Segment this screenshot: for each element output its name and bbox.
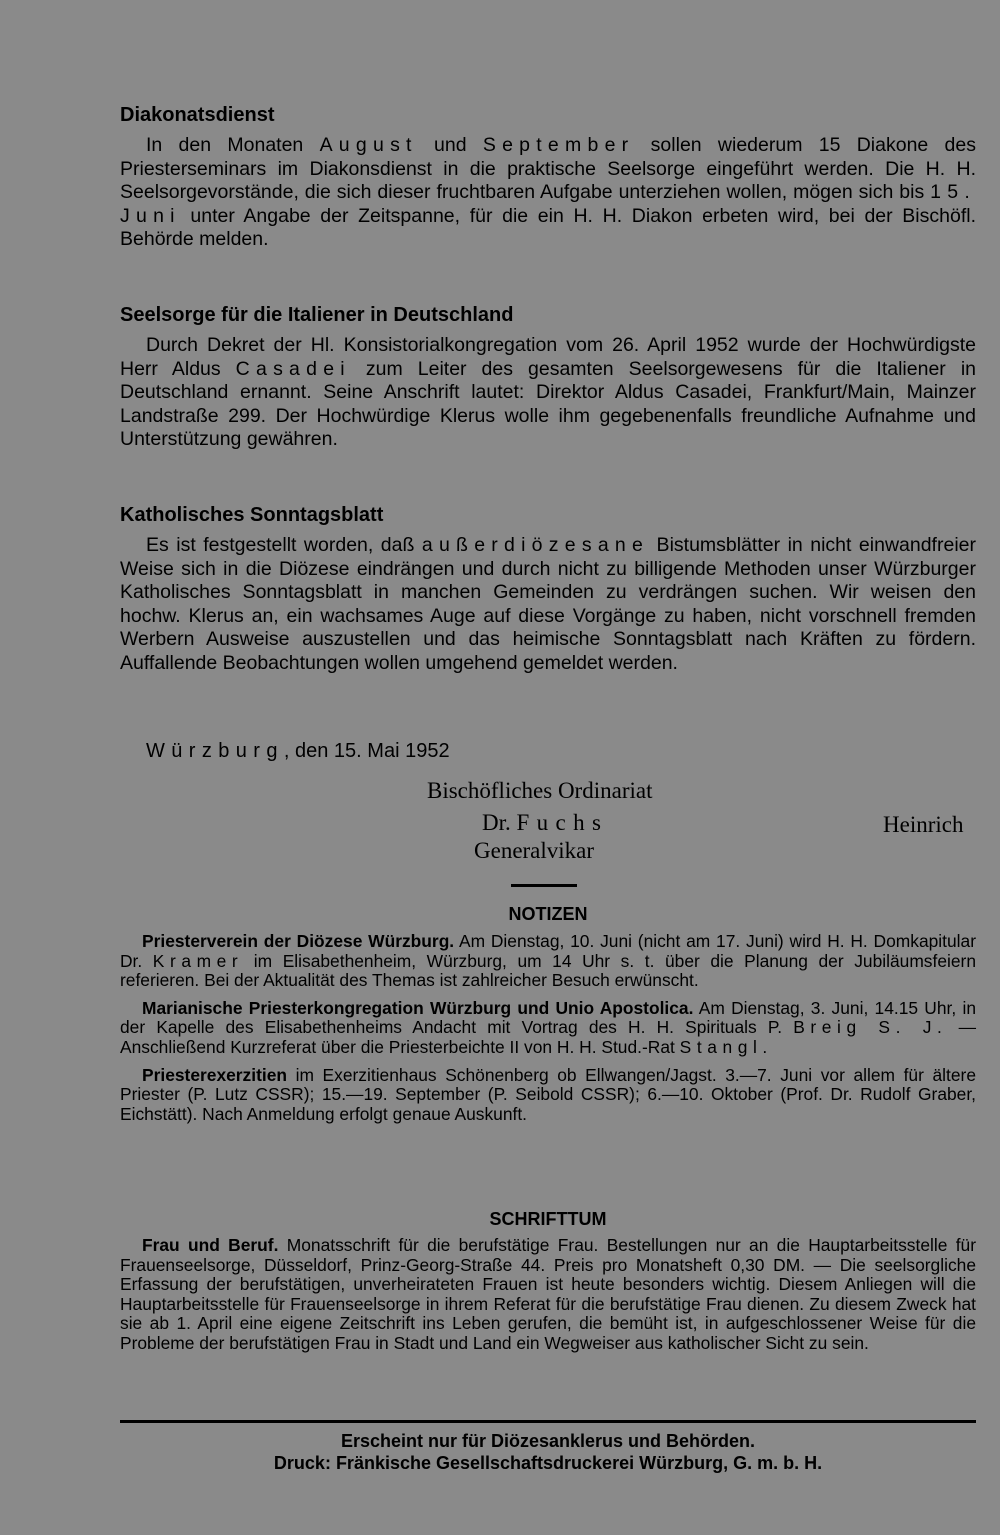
spaced-text: 15. Juni xyxy=(120,181,976,227)
literature-text: Monatsschrift für die berufstätige Frau. Bestellungen nur an die Hauptarbeitsstelle für Frauenseelsorge, Düsseldorf, Prinz-Georg-Straße 44. Preis pro Monatsheft 0,30 DM. — Die seelsorgliche Erfassung der berufstätigen, unverheirateten Frauen ist heute besonders wichtig. Diesem Anliegen will die Hauptarbeitsstelle für Frauenseelsorge in ihrem Referat für die berufstätige Frau dienen. Zu diesem Zweck hat sie ab 1. April eine eigene Zeitschrift ins Leben gerufen, die bemüht ist, in aufgeschlossener Weise für die Probleme der berufstätigen Frau in Stadt und Land ein Wegweiser aus katholischer Sicht zu sein. xyxy=(120,1235,977,1353)
text-run: Bistumsblätter in nicht einwandfreier Weise sich in die Diözese eindrängen und durch nicht zu billigende Methoden unser Würzburger Katholisches Sonntagsblatt in manchen Gemeinden zu verdrängen suchen. Wir weisen den hochw. Klerus an, ein wachsames Auge auf diese Vorgänge zu haben, nicht vorschnell fremden Werbern Ausweise auszustellen und das heimische Sonntagsblatt nach Kräften zu fördern. Auffallende Beobachtungen wollen umgehend gemeldet werden. xyxy=(120,534,976,674)
text-run: sollen wiederum 15 Diakone des Priesterseminars im Diakonsdienst in die praktische Seelsorge eingeführt werden. Die H. H. Seelsorgevorstände, die sich dieser fruchtbaren Aufgabe unterziehen wollen, mögen sich bis xyxy=(120,134,977,204)
bishop-name: Heinrich xyxy=(883,812,964,837)
office-name: Bischöfliches Ordinariat xyxy=(427,778,653,803)
footer-line: Druck: Fränkische Gesellschaftsdruckerei Würzburg, G. m. b. H. xyxy=(273,1453,823,1473)
footer xyxy=(120,1430,976,1474)
section-heading: Katholisches Sonntagsblatt xyxy=(120,504,384,526)
text-run: und xyxy=(417,134,483,156)
text-run: zum Leiter des gesamten Seelsorgewesens für die Italiener in Deutschland ernannt. Seine Anschrift lautet: Direktor Aldus Casadei, Frankfurt/Main, Mainzer Landstraße 299. Der Hochwürdige Klerus wolle ihm gegebenenfalls freundliche Aufnahme und Unterstützung gewähren. xyxy=(120,357,976,451)
notice-title: Priesterverein der Diözese Würzburg. xyxy=(142,931,455,951)
signer-surname: Fuchs xyxy=(516,810,609,835)
divider xyxy=(511,884,577,887)
signer-prefix: Dr. xyxy=(482,810,517,835)
text-run: — Anschließend Kurzreferat über die Priesterbeichte II von H. H. Stud.-Rat xyxy=(120,1017,976,1057)
notice-item xyxy=(120,932,976,991)
spaced-text: außerdiözesane xyxy=(421,534,650,556)
section-paragraph xyxy=(120,334,976,452)
place-name: Würzburg xyxy=(146,740,284,762)
text-run: Durch Dekret der Hl. Konsistorialkongregation vom 26. April 1952 wurde der Hochwürdigste Herr Aldus xyxy=(120,334,976,380)
text-run: Es ist festgestellt worden, daß xyxy=(146,534,422,556)
section-heading: Diakonatsdienst xyxy=(120,104,275,126)
literature-title: Frau und Beruf. xyxy=(142,1235,279,1255)
notizen-heading: NOTIZEN xyxy=(508,904,588,924)
text-run: In den Monaten xyxy=(146,134,320,156)
schrifttum-heading: SCHRIFTTUM xyxy=(489,1209,607,1229)
text-run: im Elisabethenheim, Würzburg, um 14 Uhr s. t. über die Planung der Jubiläumsfeiern referieren. Bei der Aktualität des Themas ist zahlreicher Besuch erwünscht. xyxy=(120,950,976,991)
divider xyxy=(120,1420,976,1423)
signer-title: Generalvikar xyxy=(474,838,595,863)
signer-name xyxy=(482,808,608,838)
literature-item xyxy=(120,1236,976,1354)
footer-line: Erscheint nur für Diözesanklerus und Behörden. xyxy=(340,1431,756,1451)
spaced-text: September xyxy=(482,134,635,156)
text-run: unter Angabe der Zeitspanne, für die ein H. H. Diakon erbeten wird, bei der Bischöfl. Behörde melden. xyxy=(120,204,976,251)
section-sonntagsblatt xyxy=(120,502,976,676)
spaced-text: Breig S. J. xyxy=(793,1017,948,1038)
section-paragraph xyxy=(120,134,976,252)
spaced-text: Stangl xyxy=(679,1036,763,1057)
section-heading: Seelsorge für die Italiener in Deutschland xyxy=(120,304,514,326)
text-run: im Exerzitienhaus Schönenberg ob Ellwangen/Jagst. 3.—7. Juni vor allem für ältere Priester (P. Lutz CSSR); 15.—19. September (P. Seibold CSSR); 6.—10. Oktober (Prof. Dr. Rudolf Graber, Eichstätt). Nach Anmeldung erfolgt genaue Auskunft. xyxy=(120,1064,976,1124)
place-date-line xyxy=(146,740,450,763)
text-run: Am Dienstag, 10. Juni (nicht am 17. Juni) wird H. H. Domkapitular Dr. xyxy=(120,931,977,971)
text-run: Am Dienstag, 3. Juni, 14.15 Uhr, in der Kapelle des Elisabethenheims Andacht mit Vortrag des H. H. Spirituals P. xyxy=(120,997,976,1038)
text-run: . xyxy=(762,1036,768,1057)
date-text: , den 15. Mai 1952 xyxy=(283,740,450,762)
notizen-list xyxy=(120,932,976,1124)
spaced-text: August xyxy=(319,134,418,156)
notice-item xyxy=(120,1066,976,1125)
section-italiener xyxy=(120,302,976,452)
spaced-text: Casadei xyxy=(235,357,351,380)
section-diakonatsdienst xyxy=(120,102,976,252)
spaced-text: Kramer xyxy=(152,950,244,971)
notice-title: Priesterexerzitien xyxy=(142,1064,288,1085)
notice-title: Marianische Priesterkongregation Würzburg und Unio Apostolica. xyxy=(142,997,694,1018)
schrifttum-block xyxy=(120,1236,976,1354)
notice-item xyxy=(120,999,976,1058)
section-paragraph xyxy=(120,534,976,676)
